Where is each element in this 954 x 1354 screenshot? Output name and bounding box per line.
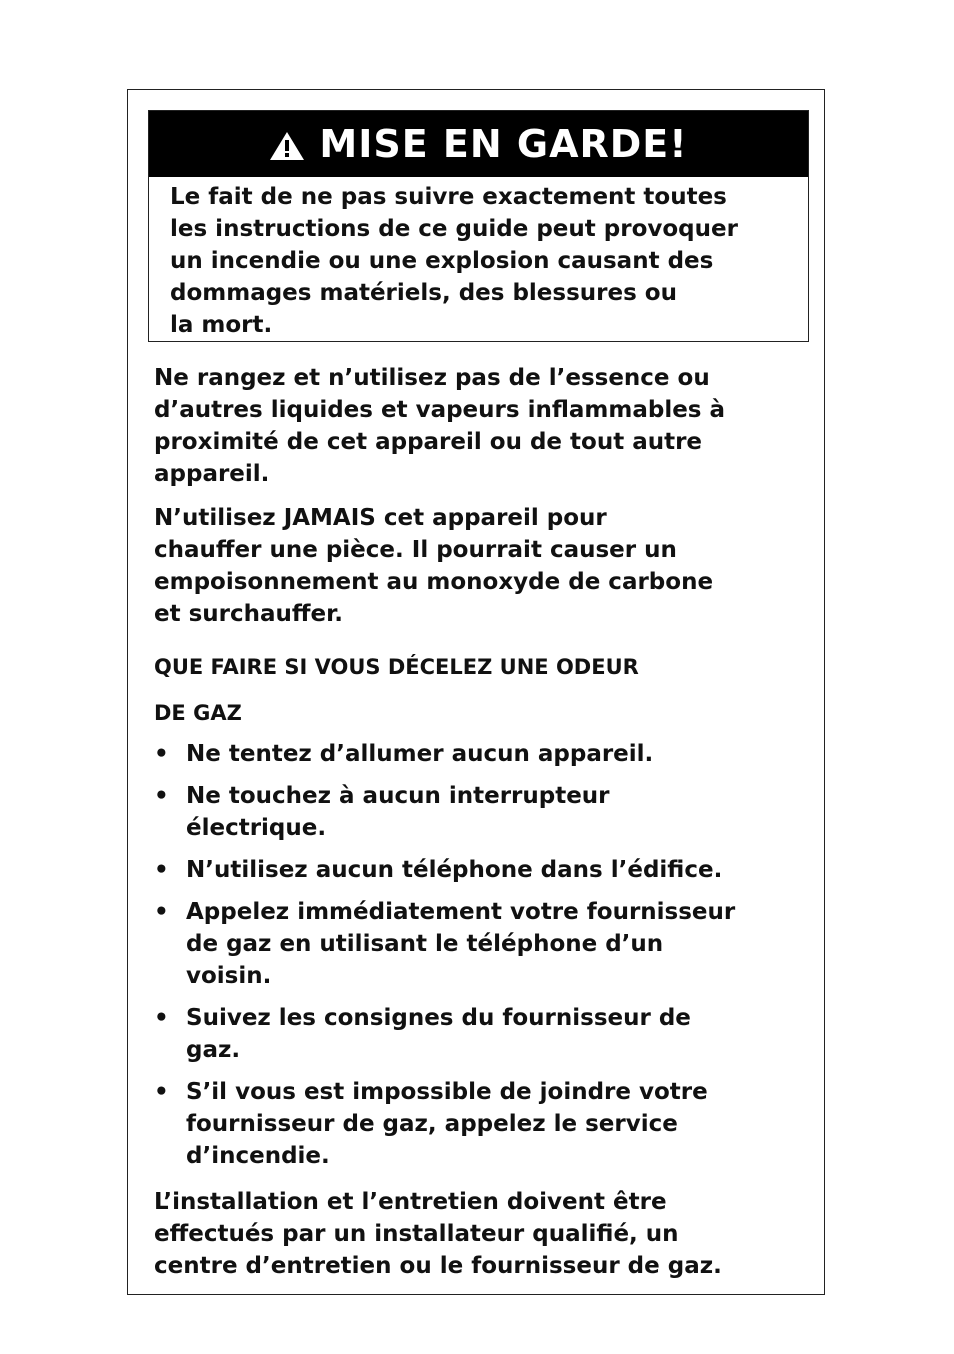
warning-header <box>149 111 808 177</box>
gas-heading-line1: QUE FAIRE SI VOUS DÉCELEZ UNE ODEUR <box>154 655 639 679</box>
list-item: • S’il vous est impossible de joindre votre fournisseur de gaz, appelez le service d’incendie. <box>154 1076 794 1172</box>
gas-heading-line2: DE GAZ <box>154 701 242 725</box>
warning-box <box>148 110 809 342</box>
bullet-icon: • <box>154 1005 169 1031</box>
list-item: • Ne touchez à aucun interrupteur électrique. <box>154 780 794 844</box>
heating-paragraph: N’utilisez JAMAIS cet appareil pour chauffer une pièce. Il pourrait causer un empoisonnement au monoxyde de carbone et surchauffer. <box>154 505 714 627</box>
installation-paragraph: L’installation et l’entretien doivent être effectués par un installateur qualifié, un centre d’entretien ou le fournisseur de gaz. <box>154 1189 722 1279</box>
bullet-icon: • <box>154 857 169 883</box>
bullet-icon: • <box>154 899 169 925</box>
storage-paragraph: Ne rangez et n’utilisez pas de l’essence ou d’autres liquides et vapeurs inflammables à proximité de cet appareil ou de tout autre appareil. <box>154 365 726 487</box>
list-item: • Appelez immédiatement votre fournisseur de gaz en utilisant le téléphone d’un voisin. <box>154 896 794 992</box>
warning-title: MISE EN GARDE! <box>319 122 688 166</box>
gas-instructions-list <box>154 738 794 1182</box>
bullet-icon: • <box>154 741 169 767</box>
list-item: • Ne tentez d’allumer aucun appareil. <box>154 738 794 770</box>
list-item: • Suivez les consignes du fournisseur de gaz. <box>154 1002 794 1066</box>
bullet-icon: • <box>154 783 169 809</box>
bullet-icon: • <box>154 1079 169 1105</box>
warning-text: Le fait de ne pas suivre exactement toutes les instructions de ce guide peut provoquer un incendie ou une explosion causant des dommages matériels, des blessures ou la mort. <box>170 184 738 338</box>
warning-triangle-icon <box>269 131 305 161</box>
list-item: • N’utilisez aucun téléphone dans l’édifice. <box>154 854 794 886</box>
